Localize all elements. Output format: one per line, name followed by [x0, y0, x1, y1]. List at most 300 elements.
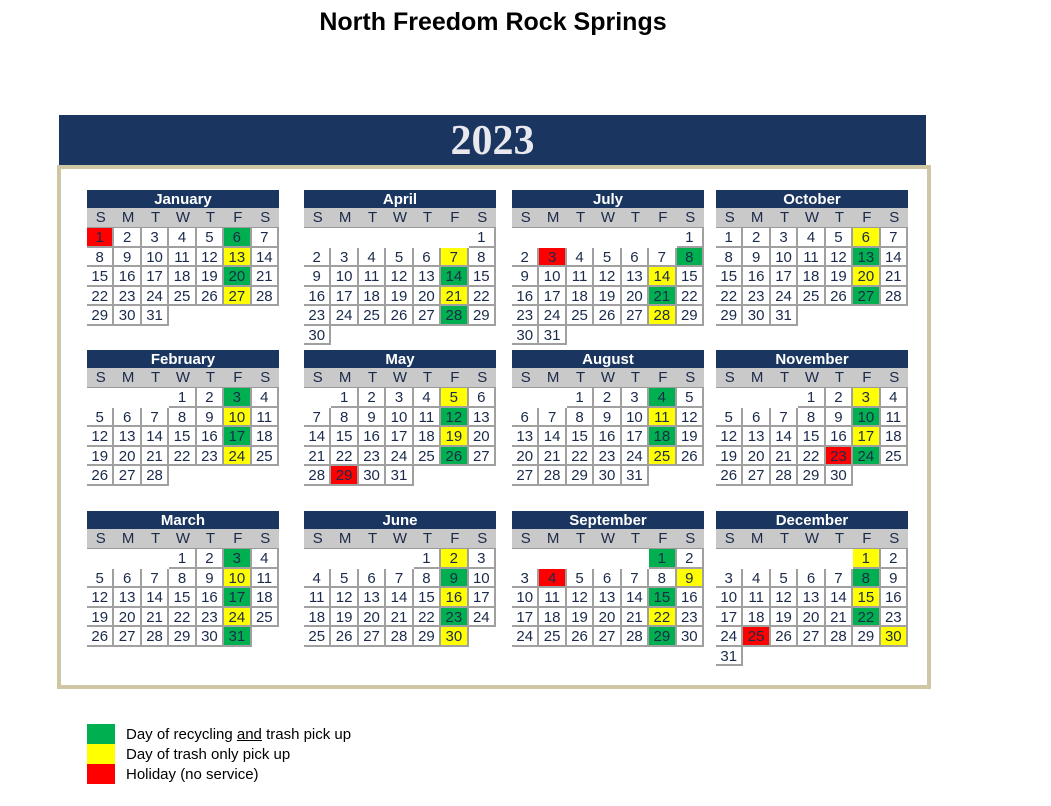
day-cell: 9 — [826, 408, 853, 428]
day-cell: 22 — [567, 447, 594, 467]
day-cell: 5 — [331, 569, 358, 589]
weekday-label: T — [779, 530, 790, 547]
weekday-label: T — [422, 530, 432, 547]
day-cell: 23 — [197, 447, 224, 467]
empty-cell — [114, 388, 141, 408]
month-september — [512, 511, 704, 647]
day-cell: 15 — [649, 588, 676, 608]
day-cell: 29 — [677, 306, 704, 326]
day-cell: 15 — [169, 588, 196, 608]
day-cell: 3 — [224, 549, 251, 569]
weekday-label: F — [862, 369, 872, 386]
weekday-label: T — [422, 369, 432, 386]
empty-cell — [798, 549, 825, 569]
day-cell: 4 — [567, 248, 594, 268]
day-cell: 11 — [169, 248, 196, 268]
day-cell: 3 — [771, 228, 798, 248]
empty-cell — [414, 228, 441, 248]
day-cell: 24 — [331, 306, 358, 326]
day-cell: 27 — [853, 287, 880, 307]
legend — [87, 724, 351, 784]
day-cell: 7 — [142, 569, 169, 589]
day-cell: 6 — [359, 569, 386, 589]
day-cell: 25 — [798, 287, 825, 307]
month-name: June — [304, 511, 496, 529]
month-name: August — [512, 350, 704, 368]
empty-cell — [142, 549, 169, 569]
day-cell: 2 — [677, 549, 704, 569]
day-cell: 4 — [252, 549, 279, 569]
day-grid — [512, 549, 704, 647]
day-cell: 29 — [331, 466, 358, 486]
month-name: February — [87, 350, 279, 368]
day-cell: 2 — [881, 549, 908, 569]
day-cell: 13 — [359, 588, 386, 608]
month-august — [512, 350, 704, 486]
day-cell: 9 — [881, 569, 908, 589]
day-cell: 10 — [716, 588, 743, 608]
empty-cell — [87, 388, 114, 408]
empty-cell — [771, 388, 798, 408]
day-grid — [87, 388, 279, 486]
weekday-label: T — [367, 209, 378, 226]
day-cell: 27 — [622, 306, 649, 326]
day-cell: 6 — [512, 408, 539, 428]
day-cell: 28 — [771, 466, 798, 486]
day-grid — [304, 549, 496, 647]
day-cell: 5 — [87, 569, 114, 589]
day-cell: 23 — [359, 447, 386, 467]
day-cell: 10 — [512, 588, 539, 608]
month-name: December — [716, 511, 908, 529]
day-cell: 7 — [622, 569, 649, 589]
day-cell: 26 — [87, 627, 114, 647]
day-cell: 22 — [853, 608, 880, 628]
day-cell: 19 — [677, 427, 704, 447]
day-cell: 5 — [567, 569, 594, 589]
day-cell: 10 — [224, 569, 251, 589]
empty-cell — [771, 549, 798, 569]
weekday-label: W — [175, 530, 191, 547]
day-cell: 17 — [771, 267, 798, 287]
month-name: March — [87, 511, 279, 529]
weekday-label: T — [205, 530, 215, 547]
day-cell: 5 — [197, 228, 224, 248]
day-cell: 1 — [169, 549, 196, 569]
day-cell: 8 — [677, 248, 704, 268]
day-cell: 7 — [771, 408, 798, 428]
day-cell: 2 — [743, 228, 770, 248]
day-cell: 2 — [359, 388, 386, 408]
day-grid — [716, 549, 908, 666]
day-cell: 8 — [169, 569, 196, 589]
day-cell: 28 — [881, 287, 908, 307]
day-cell: 18 — [252, 427, 279, 447]
day-cell: 4 — [649, 388, 676, 408]
day-cell: 26 — [441, 447, 468, 467]
weekday-label: F — [862, 209, 872, 226]
day-cell: 16 — [743, 267, 770, 287]
day-cell: 11 — [304, 588, 331, 608]
day-cell: 21 — [881, 267, 908, 287]
day-cell: 16 — [114, 267, 141, 287]
weekday-label: S — [95, 209, 106, 226]
day-cell: 1 — [677, 228, 704, 248]
month-name: October — [716, 190, 908, 208]
legend-swatch-red — [87, 764, 115, 784]
empty-cell — [716, 388, 743, 408]
day-cell: 25 — [169, 287, 196, 307]
day-grid — [716, 228, 908, 326]
day-cell: 2 — [441, 549, 468, 569]
empty-cell — [386, 549, 413, 569]
weekday-label: M — [338, 369, 352, 386]
month-january — [87, 190, 279, 326]
day-cell: 10 — [142, 248, 169, 268]
day-cell: 21 — [252, 267, 279, 287]
day-cell: 12 — [386, 267, 413, 287]
empty-cell — [359, 549, 386, 569]
day-grid — [512, 228, 704, 345]
day-cell: 17 — [142, 267, 169, 287]
month-name: November — [716, 350, 908, 368]
day-cell: 13 — [224, 248, 251, 268]
day-cell: 24 — [224, 447, 251, 467]
weekday-label: S — [260, 530, 271, 547]
empty-cell — [512, 388, 539, 408]
day-cell: 28 — [252, 287, 279, 307]
day-cell: 24 — [716, 627, 743, 647]
day-cell: 12 — [331, 588, 358, 608]
day-cell: 31 — [539, 326, 566, 346]
day-cell: 2 — [197, 388, 224, 408]
day-cell: 17 — [539, 287, 566, 307]
day-cell: 6 — [414, 248, 441, 268]
day-cell: 29 — [414, 627, 441, 647]
weekday-label: S — [95, 369, 106, 386]
weekday-label: S — [95, 530, 106, 547]
weekday-header — [716, 368, 908, 388]
day-cell: 27 — [469, 447, 496, 467]
weekday-label: W — [600, 530, 616, 547]
day-cell: 21 — [649, 287, 676, 307]
day-cell: 29 — [649, 627, 676, 647]
day-cell: 9 — [594, 408, 621, 428]
day-cell: 26 — [677, 447, 704, 467]
legend-item-holiday — [87, 764, 351, 784]
day-cell: 18 — [359, 287, 386, 307]
day-cell: 12 — [197, 248, 224, 268]
day-cell: 12 — [677, 408, 704, 428]
day-cell: 19 — [87, 608, 114, 628]
day-cell: 20 — [224, 267, 251, 287]
day-cell: 9 — [197, 408, 224, 428]
weekday-label: T — [422, 209, 432, 226]
day-cell: 3 — [853, 388, 880, 408]
day-cell: 5 — [716, 408, 743, 428]
day-cell: 21 — [826, 608, 853, 628]
day-cell: 22 — [169, 447, 196, 467]
day-cell: 12 — [594, 267, 621, 287]
weekday-label: T — [779, 369, 790, 386]
day-cell: 5 — [771, 569, 798, 589]
day-cell: 7 — [252, 228, 279, 248]
day-cell: 11 — [881, 408, 908, 428]
day-cell: 25 — [649, 447, 676, 467]
weekday-header — [716, 529, 908, 549]
day-cell: 28 — [622, 627, 649, 647]
day-cell: 9 — [441, 569, 468, 589]
day-cell: 22 — [469, 287, 496, 307]
day-cell: 17 — [224, 427, 251, 447]
empty-cell — [114, 549, 141, 569]
day-cell: 22 — [169, 608, 196, 628]
weekday-label: S — [724, 369, 735, 386]
day-cell: 30 — [512, 326, 539, 346]
day-cell: 20 — [622, 287, 649, 307]
day-cell: 30 — [197, 627, 224, 647]
weekday-header — [87, 368, 279, 388]
day-cell: 6 — [622, 248, 649, 268]
day-cell: 13 — [622, 267, 649, 287]
day-cell: 4 — [359, 248, 386, 268]
day-cell: 14 — [539, 427, 566, 447]
day-cell: 16 — [826, 427, 853, 447]
day-cell: 16 — [677, 588, 704, 608]
day-cell: 6 — [114, 569, 141, 589]
day-cell: 23 — [512, 306, 539, 326]
weekday-label: T — [575, 369, 586, 386]
empty-cell — [649, 228, 676, 248]
day-cell: 1 — [716, 228, 743, 248]
weekday-label: M — [121, 530, 135, 547]
day-cell: 3 — [716, 569, 743, 589]
day-cell: 16 — [512, 287, 539, 307]
weekday-label: F — [658, 369, 668, 386]
day-grid — [87, 549, 279, 647]
day-cell: 7 — [826, 569, 853, 589]
month-june — [304, 511, 496, 647]
day-cell: 30 — [304, 326, 331, 346]
day-cell: 7 — [142, 408, 169, 428]
weekday-header — [512, 368, 704, 388]
weekday-header — [304, 529, 496, 549]
day-cell: 18 — [881, 427, 908, 447]
day-cell: 31 — [224, 627, 251, 647]
day-cell: 20 — [414, 287, 441, 307]
day-cell: 25 — [567, 306, 594, 326]
day-cell: 23 — [881, 608, 908, 628]
day-cell: 6 — [114, 408, 141, 428]
day-cell: 24 — [386, 447, 413, 467]
day-cell: 2 — [594, 388, 621, 408]
day-cell: 8 — [716, 248, 743, 268]
day-cell: 11 — [539, 588, 566, 608]
day-cell: 11 — [798, 248, 825, 268]
day-cell: 8 — [567, 408, 594, 428]
day-cell: 27 — [114, 627, 141, 647]
day-cell: 11 — [252, 408, 279, 428]
day-cell: 4 — [304, 569, 331, 589]
weekday-label: S — [477, 530, 488, 547]
day-cell: 28 — [441, 306, 468, 326]
weekday-label: W — [392, 209, 408, 226]
weekday-label: S — [477, 209, 488, 226]
day-cell: 18 — [252, 588, 279, 608]
day-cell: 4 — [539, 569, 566, 589]
day-cell: 18 — [539, 608, 566, 628]
day-cell: 1 — [567, 388, 594, 408]
legend-item-recycling — [87, 724, 351, 744]
month-name: January — [87, 190, 279, 208]
day-cell: 8 — [414, 569, 441, 589]
empty-cell — [567, 549, 594, 569]
day-cell: 1 — [169, 388, 196, 408]
day-cell: 14 — [142, 427, 169, 447]
day-cell: 27 — [359, 627, 386, 647]
day-cell: 31 — [771, 306, 798, 326]
day-cell: 8 — [331, 408, 358, 428]
day-cell: 20 — [743, 447, 770, 467]
day-cell: 28 — [386, 627, 413, 647]
weekday-label: F — [233, 209, 243, 226]
weekday-label: S — [520, 530, 531, 547]
day-cell: 29 — [87, 306, 114, 326]
day-cell: 9 — [359, 408, 386, 428]
weekday-label: T — [150, 530, 161, 547]
day-cell: 24 — [142, 287, 169, 307]
day-cell: 24 — [512, 627, 539, 647]
day-cell: 4 — [169, 228, 196, 248]
day-cell: 12 — [716, 427, 743, 447]
day-cell: 24 — [853, 447, 880, 467]
day-cell: 5 — [677, 388, 704, 408]
day-cell: 17 — [512, 608, 539, 628]
day-cell: 26 — [567, 627, 594, 647]
month-name: July — [512, 190, 704, 208]
day-cell: 4 — [881, 388, 908, 408]
day-cell: 31 — [622, 466, 649, 486]
day-grid — [716, 388, 908, 486]
empty-cell — [304, 228, 331, 248]
day-cell: 17 — [386, 427, 413, 447]
day-cell: 29 — [567, 466, 594, 486]
day-cell: 3 — [331, 248, 358, 268]
day-cell: 7 — [881, 228, 908, 248]
day-cell: 25 — [304, 627, 331, 647]
weekday-label: W — [804, 530, 820, 547]
day-cell: 8 — [798, 408, 825, 428]
legend-label: Holiday (no service) — [126, 765, 259, 783]
day-cell: 27 — [512, 466, 539, 486]
day-cell: 20 — [594, 608, 621, 628]
day-cell: 10 — [224, 408, 251, 428]
day-cell: 14 — [881, 248, 908, 268]
weekday-label: F — [450, 369, 460, 386]
legend-label: Day of recycling and trash pick up — [126, 725, 352, 743]
day-cell: 14 — [304, 427, 331, 447]
day-cell: 31 — [142, 306, 169, 326]
day-cell: 19 — [567, 608, 594, 628]
empty-cell — [622, 549, 649, 569]
day-cell: 21 — [304, 447, 331, 467]
month-december — [716, 511, 908, 666]
day-cell: 13 — [743, 427, 770, 447]
day-cell: 7 — [441, 248, 468, 268]
day-cell: 29 — [169, 627, 196, 647]
weekday-label: T — [205, 369, 215, 386]
month-may — [304, 350, 496, 486]
day-grid — [304, 228, 496, 345]
day-cell: 16 — [197, 588, 224, 608]
day-cell: 14 — [386, 588, 413, 608]
day-cell: 16 — [359, 427, 386, 447]
day-cell: 18 — [743, 608, 770, 628]
day-cell: 15 — [853, 588, 880, 608]
day-cell: 4 — [743, 569, 770, 589]
weekday-label: T — [575, 209, 586, 226]
weekday-label: S — [312, 209, 323, 226]
day-cell: 3 — [622, 388, 649, 408]
day-cell: 20 — [359, 608, 386, 628]
weekday-label: S — [312, 369, 323, 386]
weekday-label: F — [450, 530, 460, 547]
legend-swatch-yellow — [87, 744, 115, 764]
day-cell: 14 — [649, 267, 676, 287]
day-cell: 16 — [304, 287, 331, 307]
day-cell: 18 — [304, 608, 331, 628]
day-cell: 26 — [386, 306, 413, 326]
day-cell: 28 — [539, 466, 566, 486]
day-cell: 24 — [224, 608, 251, 628]
weekday-label: F — [233, 530, 243, 547]
day-cell: 20 — [512, 447, 539, 467]
weekday-label: M — [121, 209, 135, 226]
day-cell: 9 — [114, 248, 141, 268]
weekday-label: S — [685, 209, 696, 226]
month-july — [512, 190, 704, 345]
day-cell: 10 — [539, 267, 566, 287]
month-march — [87, 511, 279, 647]
empty-cell — [304, 388, 331, 408]
day-cell: 13 — [512, 427, 539, 447]
day-cell: 22 — [414, 608, 441, 628]
day-cell: 30 — [441, 627, 468, 647]
month-february — [87, 350, 279, 486]
day-cell: 15 — [677, 267, 704, 287]
day-cell: 11 — [743, 588, 770, 608]
day-cell: 23 — [743, 287, 770, 307]
weekday-label: W — [804, 209, 820, 226]
empty-cell — [594, 549, 621, 569]
day-cell: 22 — [331, 447, 358, 467]
day-cell: 21 — [386, 608, 413, 628]
day-cell: 26 — [594, 306, 621, 326]
weekday-label: F — [658, 530, 668, 547]
day-cell: 24 — [469, 608, 496, 628]
weekday-label: F — [658, 209, 668, 226]
day-cell: 28 — [142, 466, 169, 486]
day-cell: 10 — [386, 408, 413, 428]
weekday-label: S — [685, 369, 696, 386]
day-cell: 13 — [798, 588, 825, 608]
empty-cell — [826, 549, 853, 569]
empty-cell — [142, 388, 169, 408]
day-cell: 6 — [594, 569, 621, 589]
day-cell: 1 — [853, 549, 880, 569]
day-cell: 5 — [826, 228, 853, 248]
day-cell: 1 — [798, 388, 825, 408]
